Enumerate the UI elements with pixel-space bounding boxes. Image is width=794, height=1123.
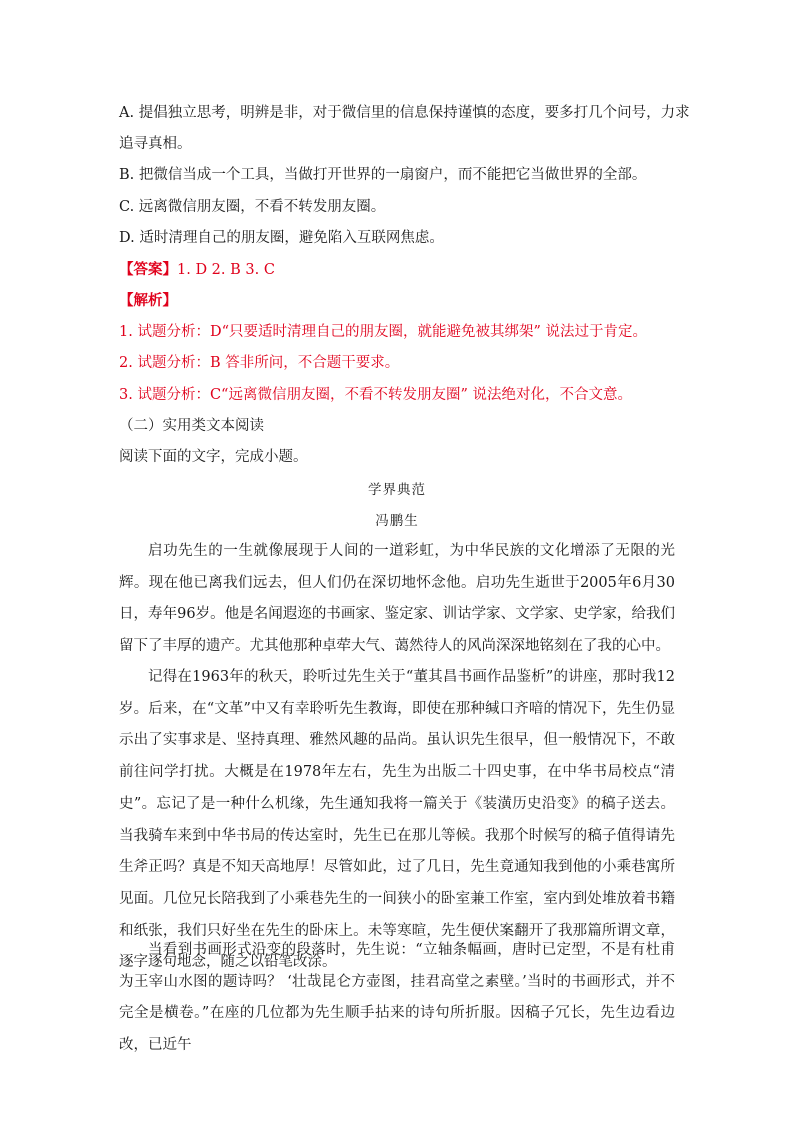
answer-label: 【答案】 bbox=[119, 261, 177, 278]
article-paragraph-3: 当看到书画形式沿变的段落时，先生说：“立轴条幅画，唐时已定型，不是有杜甫为王宰山水图的题诗吗？ ‘壮哉昆仑方壶图，挂君高堂之素壁。’当时的书画形式，并不完全是横卷。”在座的几位都为先生顺手拈来的诗句所折服。因稿子冗长，先生边看边改，已近午 bbox=[119, 942, 675, 1054]
analysis-item-1: 1. 试题分析：D“只要适时清理自己的朋友圈，就能避免被其绑架” 说法过于肯定。 bbox=[119, 324, 648, 340]
option-d: D. 适时清理自己的朋友圈，避免陷入互联网焦虑。 bbox=[119, 230, 444, 246]
article-paragraph-2: 记得在1963年的秋天，聆听过先生关于“董其昌书画作品鉴析”的讲座，那时我12岁。后来，在“文革”中又有幸聆听先生教诲，即使在那种缄口齐喑的情况下，先生仍显示出了实事求是、坚持真理、雅然风趣的品尚。虽认识先生很早，但一般情况下，不敢前往问学打扰。大概是在1978年左右，先生为出版二十四史事，在中华书局校点“清史”。忘记了是一种什么机缘，先生通知我将一篇关于《装潢历史沿变》的稿子送去。当我骑车来到中华书局的传达室时，先生已在那儿等候。我那个时候写的稿子值得请先生斧正吗？真是不知天高地厚！尽管如此，过了几日，先生竟通知我到他的小乘巷寓所见面。几位兄长陪我到了小乘巷先生的一间狭小的卧室兼工作室，室内到处堆放着书籍和纸张，我们只好坐在先生的卧床上。未等寒暄，先生便伏案翻开了我那篇所谓文章，逐字逐句地念，随之以铅笔改涂。 bbox=[119, 669, 675, 971]
answer-value: 1. D 2. B 3. C bbox=[177, 262, 275, 278]
answer-line bbox=[119, 260, 679, 280]
analysis-item-3: 3. 试题分析：C“远离微信朋友圈，不看不转发朋友圈” 说法绝对化，不合文意。 bbox=[119, 387, 632, 403]
option-b: B. 把微信当成一个工具，当做打开世界的一扇窗户，而不能把它当做世界的全部。 bbox=[119, 167, 647, 183]
analysis-item-2: 2. 试题分析：B 答非所问，不合题干要求。 bbox=[119, 355, 400, 371]
article-paragraph-1: 启功先生的一生就像展现于人间的一道彩虹，为中华民族的文化增添了无限的光辉。现在他已离我们远去，但人们仍在深切地怀念他。启功先生逝世于2005年6月30日，寿年96岁。他是名闻遐迩的书画家、鉴定家、训诂学家、文学家、史学家，给我们留下了丰厚的遗产。尤其他那种卓荦大气、蔼然待人的风尚深深地铭刻在了我的心中。 bbox=[119, 543, 675, 655]
option-a-line1: A. 提倡独立思考，明辨是非，对于微信里的信息保持谨慎的态度，要多打几个问号，力求 bbox=[119, 105, 690, 121]
article-author: 冯鹏生 bbox=[375, 513, 419, 529]
analysis-label: 【解析】 bbox=[119, 292, 177, 309]
option-a-line2: 追寻真相。 bbox=[119, 136, 192, 152]
section-heading: （二）实用类文本阅读 bbox=[119, 418, 264, 434]
option-c: C. 远离微信朋友圈，不看不转发朋友圈。 bbox=[119, 199, 386, 215]
article-title: 学界典范 bbox=[368, 482, 426, 498]
instruction: 阅读下面的文字，完成小题。 bbox=[119, 449, 308, 465]
